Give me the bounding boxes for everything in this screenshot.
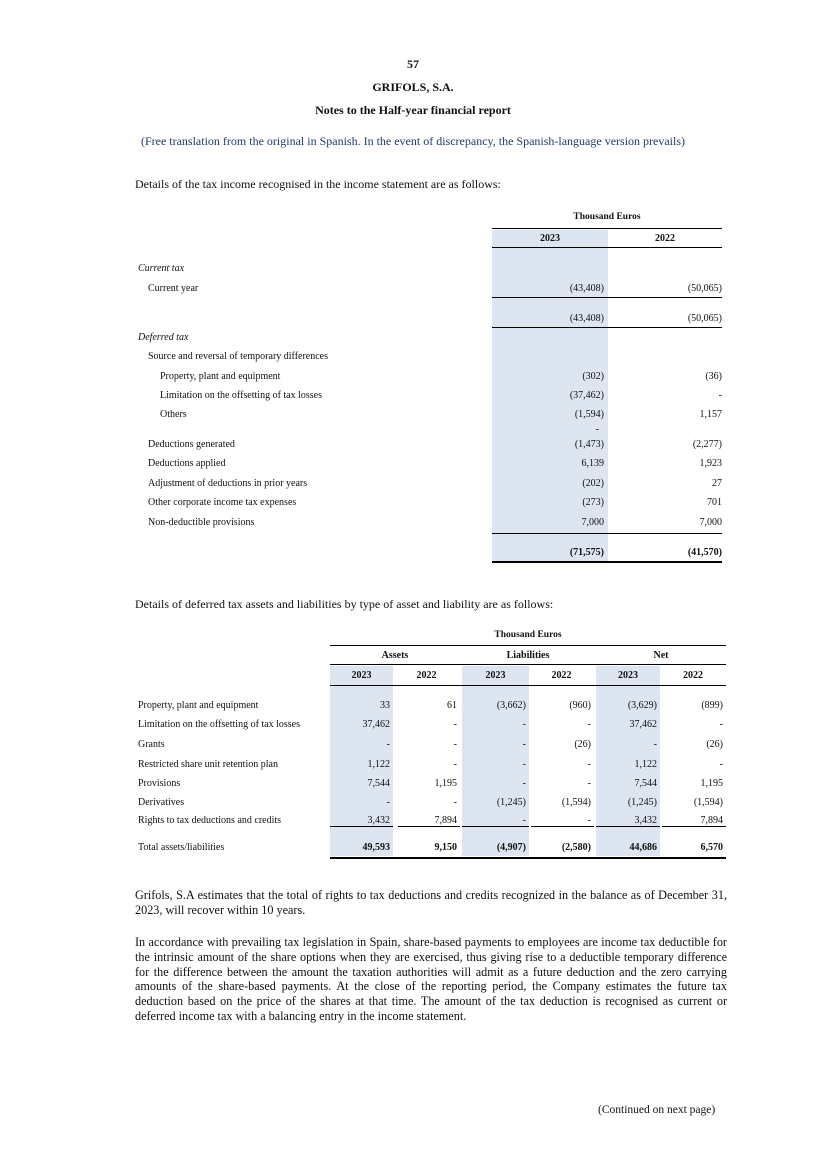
table2-cell: 1,122 bbox=[367, 759, 390, 770]
rule bbox=[492, 297, 722, 298]
table2-cell: 7,894 bbox=[700, 815, 723, 826]
table2-cell: - bbox=[522, 815, 526, 826]
table2-cell: - bbox=[587, 815, 591, 826]
table1-col-2023: 2023 bbox=[540, 233, 560, 244]
group-net: Net bbox=[653, 650, 669, 661]
row-2023: 6,139 bbox=[581, 458, 604, 469]
double-rule bbox=[492, 561, 722, 563]
table2-cell: - bbox=[719, 719, 723, 730]
table2-cell: 7,894 bbox=[434, 815, 457, 826]
rule bbox=[330, 685, 726, 686]
table2-cell: (899) bbox=[701, 700, 723, 711]
table1-unit-header: Thousand Euros bbox=[573, 212, 641, 222]
table2-unit-header: Thousand Euros bbox=[494, 630, 562, 640]
rule bbox=[462, 826, 529, 827]
row-label: Deductions generated bbox=[148, 439, 235, 450]
total-value: (4,907) bbox=[496, 842, 526, 853]
rule bbox=[330, 664, 726, 665]
total-value: 49,593 bbox=[362, 842, 390, 853]
table2-row-label: Grants bbox=[138, 739, 165, 750]
table2-cell: (3,662) bbox=[496, 700, 526, 711]
table2-cell: 1,195 bbox=[434, 778, 457, 789]
row-2023: (1,473) bbox=[574, 439, 604, 450]
rule bbox=[492, 327, 722, 328]
source-reversal-label: Source and reversal of temporary differences bbox=[148, 351, 329, 362]
row-label: Property, plant and equipment bbox=[160, 371, 281, 382]
deferred-tax-heading: Deferred tax bbox=[138, 332, 189, 343]
row-2023: (37,462) bbox=[569, 390, 604, 401]
row-label: Others bbox=[160, 409, 187, 420]
row-2022: - bbox=[718, 390, 722, 401]
table2-cell: 61 bbox=[447, 700, 457, 711]
table2-row-label: Property, plant and equipment bbox=[138, 700, 259, 711]
row-label: Non-deductible provisions bbox=[148, 517, 255, 528]
rule bbox=[330, 826, 393, 827]
report-title: Notes to the Half-year financial report bbox=[315, 103, 511, 117]
year-header: 2023 bbox=[351, 670, 372, 681]
table2-cell: 1,195 bbox=[700, 778, 723, 789]
rule bbox=[330, 645, 726, 646]
table2-cell: 1,122 bbox=[634, 759, 657, 770]
total-value: 44,686 bbox=[629, 842, 657, 853]
table2-cell: 3,432 bbox=[634, 815, 657, 826]
row-2022: 7,000 bbox=[699, 517, 722, 528]
rule bbox=[531, 826, 594, 827]
row-2022: 27 bbox=[712, 478, 722, 489]
table2-cell: - bbox=[453, 759, 457, 770]
row-2022: 1,923 bbox=[699, 458, 722, 469]
current-tax-heading: Current tax bbox=[138, 263, 185, 274]
rule bbox=[492, 228, 722, 229]
double-rule bbox=[330, 857, 726, 859]
rule bbox=[492, 247, 722, 248]
paragraph-share-based-payments: In accordance with prevailing tax legislation in Spain, share-based payments to employees are income tax deductible for the intrinsic amount of the share options when they are exercised, thus giving rise to a deductible temporary difference for the difference between the amount the taxation authorities will admit as a future deduction and the zero carrying amounts of the share-based payments. At the close of the reporting period, the Company estimates the future tax deduction based on the price of the shares at that time. The amount of the tax deduction is recognised as current or deferred income tax with a balancing entry in the income statement. bbox=[135, 935, 727, 1023]
row-2023: (1,594) bbox=[574, 409, 604, 420]
total-value: (2,580) bbox=[561, 842, 591, 853]
group-assets: Assets bbox=[381, 650, 409, 661]
table2-cell: - bbox=[522, 759, 526, 770]
group-liabilities: Liabilities bbox=[506, 650, 550, 661]
table2-cell: (26) bbox=[706, 739, 723, 750]
row-2023: (273) bbox=[582, 497, 604, 508]
row-label: Other corporate income tax expenses bbox=[148, 497, 297, 508]
table1-intro: Details of the tax income recognised in the income statement are as follows: bbox=[135, 177, 501, 191]
table2-cell: - bbox=[653, 739, 657, 750]
row-2022: 1,157 bbox=[699, 409, 722, 420]
table2-cell: 7,544 bbox=[634, 778, 657, 789]
continued-note: (Continued on next page) bbox=[598, 1104, 716, 1116]
rule bbox=[398, 826, 460, 827]
table2-cell: - bbox=[522, 778, 526, 789]
table2-cell: (960) bbox=[569, 700, 591, 711]
total-2022: (41,570) bbox=[687, 547, 722, 558]
rule bbox=[662, 826, 726, 827]
year-header: 2023 bbox=[485, 670, 506, 681]
table1-col-2022: 2022 bbox=[655, 233, 675, 244]
year-header: 2023 bbox=[618, 670, 638, 681]
current-year-2022: (50,065) bbox=[687, 283, 722, 294]
table2-row-label: Rights to tax deductions and credits bbox=[138, 815, 282, 826]
table2-cell: 33 bbox=[380, 700, 390, 711]
table2-cell: (3,629) bbox=[627, 700, 657, 711]
table2-cell: 37,462 bbox=[629, 719, 657, 730]
table2-row-label: Limitation on the offsetting of tax losses bbox=[138, 719, 301, 730]
table2-cell: - bbox=[719, 759, 723, 770]
table2-cell: - bbox=[386, 797, 390, 808]
rule bbox=[492, 533, 722, 534]
current-subtotal-2022: (50,065) bbox=[687, 313, 722, 324]
table2-cell: 3,432 bbox=[367, 815, 390, 826]
row-2022: (36) bbox=[705, 371, 722, 382]
translation-note: (Free translation from the original in Spanish. In the event of discrepancy, the Spanish-language version prevails) bbox=[140, 134, 686, 148]
table2-cell: (1,594) bbox=[561, 797, 591, 808]
row-label: Limitation on the offsetting of tax losses bbox=[160, 390, 323, 401]
row-2023: 7,000 bbox=[581, 517, 604, 528]
total-value: 6,570 bbox=[700, 842, 723, 853]
rule bbox=[596, 826, 660, 827]
row-label: Adjustment of deductions in prior years bbox=[148, 478, 308, 489]
total-2023: (71,575) bbox=[569, 547, 604, 558]
table2-cell: 7,544 bbox=[367, 778, 390, 789]
company-name: GRIFOLS, S.A. bbox=[372, 80, 454, 94]
table2-cell: - bbox=[453, 719, 457, 730]
table2-cell: - bbox=[386, 739, 390, 750]
total-value: 9,150 bbox=[434, 842, 457, 853]
year-header: 2022 bbox=[551, 670, 572, 681]
paragraph-tax-credits: Grifols, S.A estimates that the total of rights to tax deductions and credits recognized in the balance as of December 31, 2023, will recover within 10 years. bbox=[135, 888, 727, 917]
table2-cell: - bbox=[522, 719, 526, 730]
year-header: 2022 bbox=[416, 670, 437, 681]
table2-cell: - bbox=[587, 759, 591, 770]
current-year-label: Current year bbox=[148, 283, 199, 294]
table2-row-label: Provisions bbox=[138, 778, 181, 789]
table2-row-label: Restricted share unit retention plan bbox=[138, 759, 278, 770]
current-subtotal-2023: (43,408) bbox=[569, 313, 604, 324]
table2-intro: Details of deferred tax assets and liabilities by type of asset and liability are as follows: bbox=[135, 597, 554, 611]
table2-cell: - bbox=[453, 797, 457, 808]
row-2023: (202) bbox=[582, 478, 604, 489]
year-header: 2022 bbox=[683, 670, 703, 681]
current-year-2023: (43,408) bbox=[569, 283, 604, 294]
table2-cell: (1,245) bbox=[627, 797, 657, 808]
row-label: Deductions applied bbox=[148, 458, 226, 469]
row-2023: (302) bbox=[582, 371, 604, 382]
page-number: 57 bbox=[407, 57, 419, 71]
table2-cell: - bbox=[453, 739, 457, 750]
table2-cell: (1,245) bbox=[496, 797, 526, 808]
table2-cell: - bbox=[587, 719, 591, 730]
table2-cell: 37,462 bbox=[362, 719, 390, 730]
total-label: Total assets/liabilities bbox=[138, 842, 225, 853]
table2-cell: (26) bbox=[574, 739, 591, 750]
table2-cell: (1,594) bbox=[693, 797, 723, 808]
stray-dash: - bbox=[595, 424, 599, 435]
table2-row-label: Derivatives bbox=[138, 797, 185, 808]
row-2022: 701 bbox=[707, 497, 722, 508]
row-2022: (2,277) bbox=[692, 439, 722, 450]
table2-cell: - bbox=[587, 778, 591, 789]
table2-cell: - bbox=[522, 739, 526, 750]
